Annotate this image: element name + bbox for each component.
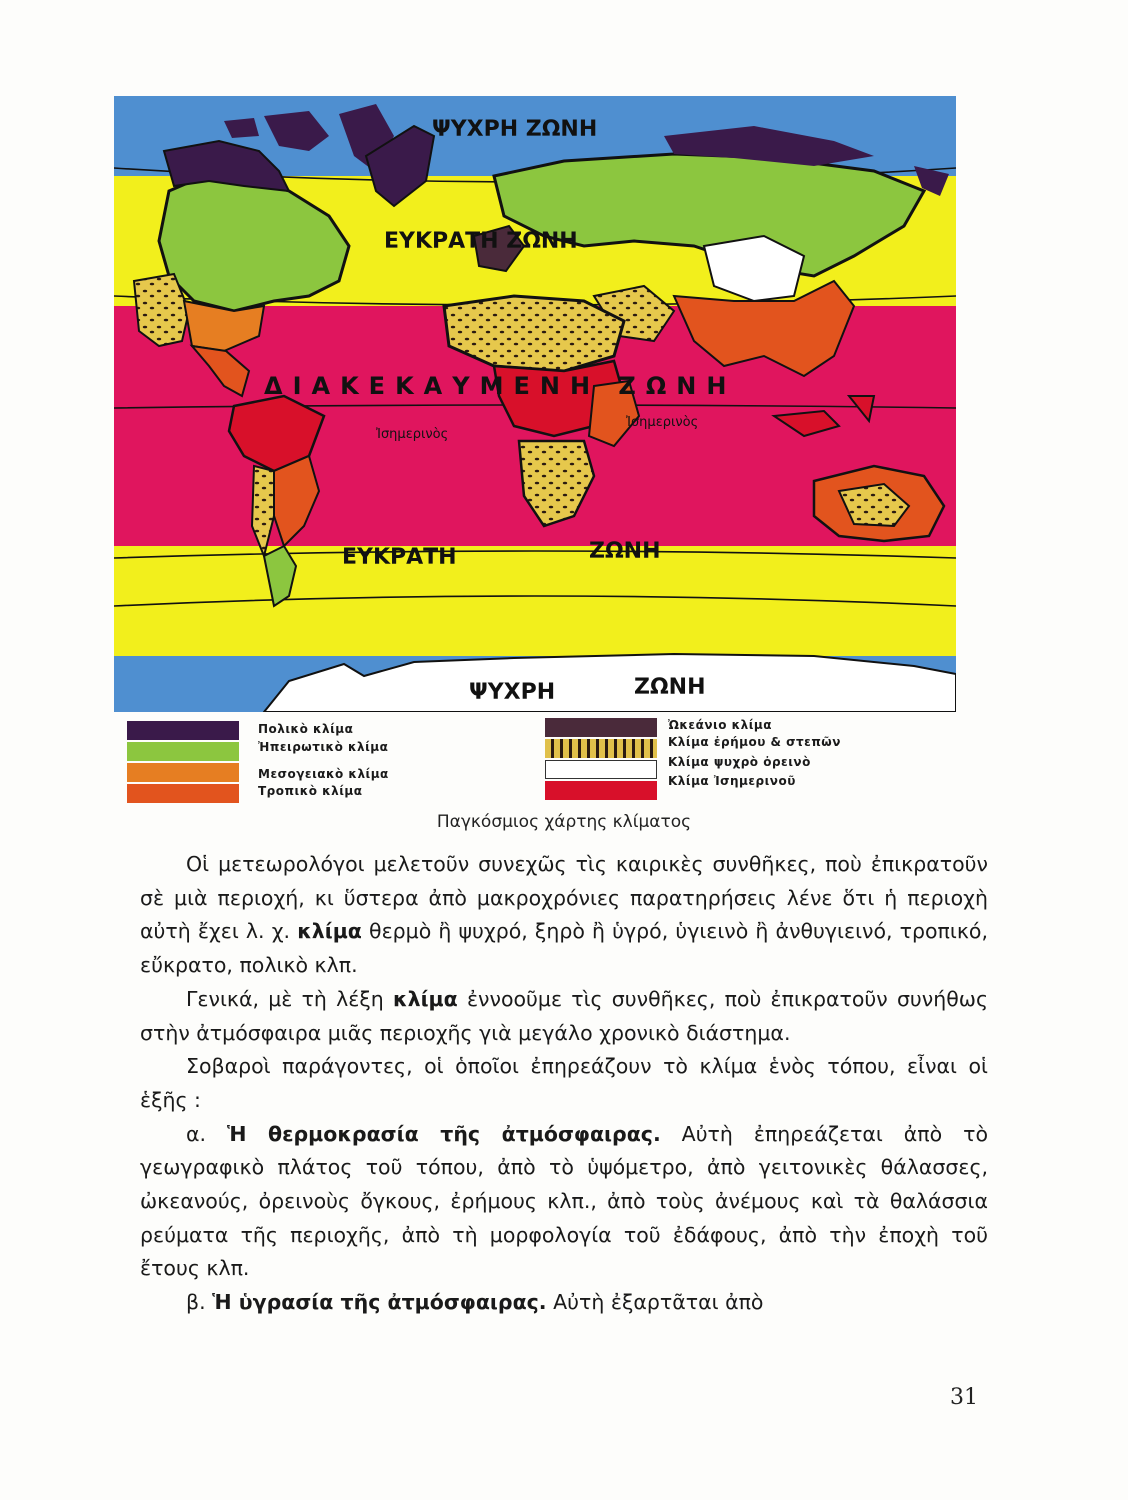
paragraph-1 — [140, 848, 988, 983]
p5-letter: β. — [186, 1290, 206, 1315]
zone-label-torrid: ΔΙΑΚΕΚΑΥΜΕΝΗ ΖΩΝΗ — [264, 372, 737, 400]
p1-text-b: θερμὸ ἢ ψυχρό, ξηρὸ ἢ ὑγρό, ὑγιεινὸ ἢ ἀνθυγιεινό, τροπικό, εὔκρατο, πολικὸ κλπ. — [140, 919, 988, 978]
paragraph-4 — [140, 1118, 988, 1287]
legend-swatch-desert — [545, 739, 657, 758]
zone-label-temperate-south-2: ΖΩΝΗ — [589, 539, 661, 564]
zone-label-cold-north: ΨΥΧΡΗ ΖΩΝΗ — [432, 117, 598, 142]
legend-swatch-equatorial — [545, 781, 657, 800]
paragraph-5 — [140, 1286, 988, 1320]
zone-label-cold-south-2: ΖΩΝΗ — [634, 675, 706, 700]
body-text — [140, 848, 988, 1320]
legend-swatch-tropical — [127, 784, 239, 803]
legend-label-tropical: Τροπικὸ κλίμα — [258, 784, 363, 798]
zone-label-cold-south-1: ΨΥΧΡΗ — [469, 680, 556, 705]
legend-swatch-oceanic — [545, 718, 657, 737]
legend-swatch-cold-mountain — [545, 760, 657, 779]
p5-text: Αὐτὴ ἐξαρτᾶται ἀπὸ — [553, 1290, 764, 1315]
p2-text-a: Γενικά, μὲ τὴ λέξη — [186, 986, 384, 1011]
map-caption: Παγκόσμιος χάρτης κλίματος — [436, 812, 692, 832]
legend-swatch-continental — [127, 742, 239, 761]
page-number: 31 — [950, 1385, 978, 1410]
equator-label-east: Ἰσημερινὸς — [626, 415, 699, 430]
legend-label-equatorial: Κλίμα Ἰσημερινοῦ — [668, 774, 796, 788]
p4-letter: α. — [186, 1121, 207, 1146]
zone-label-temperate-north: ΕΥΚΡΑΤΗ ΖΩΝΗ — [384, 229, 578, 254]
legend-label-cold-mountain: Κλίμα ψυχρὸ ὀρεινὸ — [668, 755, 811, 769]
legend-label-continental: Ἠπειρωτικὸ κλίμα — [258, 740, 389, 754]
p5-heading: Ἡ ὑγρασία τῆς ἀτμόσφαιρας. — [212, 1290, 547, 1315]
p1-text-a: Οἱ μετεωρολόγοι μελετοῦν συνεχῶς τὶς καιρικὲς συνθῆκες, ποὺ ἐπικρατοῦν σὲ μιὰ περιοχή, κι ὕστερα ἀπὸ μακροχρόνιες παρατηρήσεις λένε ὅτι ἡ περιοχὴ αὐτὴ ἔχει λ. χ. — [140, 852, 988, 944]
legend-label-oceanic: Ὠκεάνιο κλίμα — [668, 718, 772, 732]
p2-text-b: ἐννοοῦμε τὶς συνθῆκες, ποὺ ἐπικρατοῦν συνήθως στὴν ἀτμόσφαιρα μιᾶς περιοχῆς γιὰ μεγάλο χρονικὸ διάστημα. — [140, 986, 988, 1045]
zone-label-temperate-south-1: ΕΥΚΡΑΤΗ — [342, 545, 457, 570]
climate-legend — [127, 718, 907, 810]
legend-label-mediterranean: Μεσογειακὸ κλίμα — [258, 767, 389, 781]
p4-heading: Ἡ θερμοκρασία τῆς ἀτμόσφαιρας. — [226, 1121, 661, 1146]
legend-label-desert: Κλίμα ἐρήμου & στεπῶν — [668, 735, 841, 749]
legend-swatch-polar — [127, 721, 239, 740]
australia — [814, 466, 944, 541]
paragraph-3 — [140, 1050, 988, 1117]
p4-text: Αὐτὴ ἐπηρεάζεται ἀπὸ τὸ γεωγραφικὸ πλάτος τοῦ τόπου, ἀπὸ τὸ ὑψόμετρο, ἀπὸ γειτονικὲς θάλασσες, ὠκεανούς, ὀρεινοὺς ὄγκους, ἐρήμους κλπ., ἀπὸ τοὺς ἀνέμους καὶ τὰ θαλάσσια ρεύματα τῆς περιοχῆς, ἀπὸ τὴ μορφολογία τοῦ ἐδάφους, ἀπὸ τὴν ἐποχὴ τοῦ ἔτους κλπ. — [140, 1121, 988, 1281]
paragraph-2 — [140, 983, 988, 1050]
legend-label-polar: Πολικὸ κλίμα — [258, 722, 354, 736]
legend-swatch-mediterranean — [127, 763, 239, 782]
p3-text: Σοβαροὶ παράγοντες, οἱ ὁποῖοι ἐπηρεάζουν τὸ κλίμα ἑνὸς τόπου, εἶναι οἱ ἑξῆς : — [140, 1054, 988, 1112]
world-climate-map — [114, 96, 956, 712]
equator-label-west: Ἰσημερινὸς — [376, 427, 449, 442]
p2-term-klima: κλίμα — [393, 986, 458, 1011]
p1-term-klima: κλίμα — [297, 919, 362, 944]
